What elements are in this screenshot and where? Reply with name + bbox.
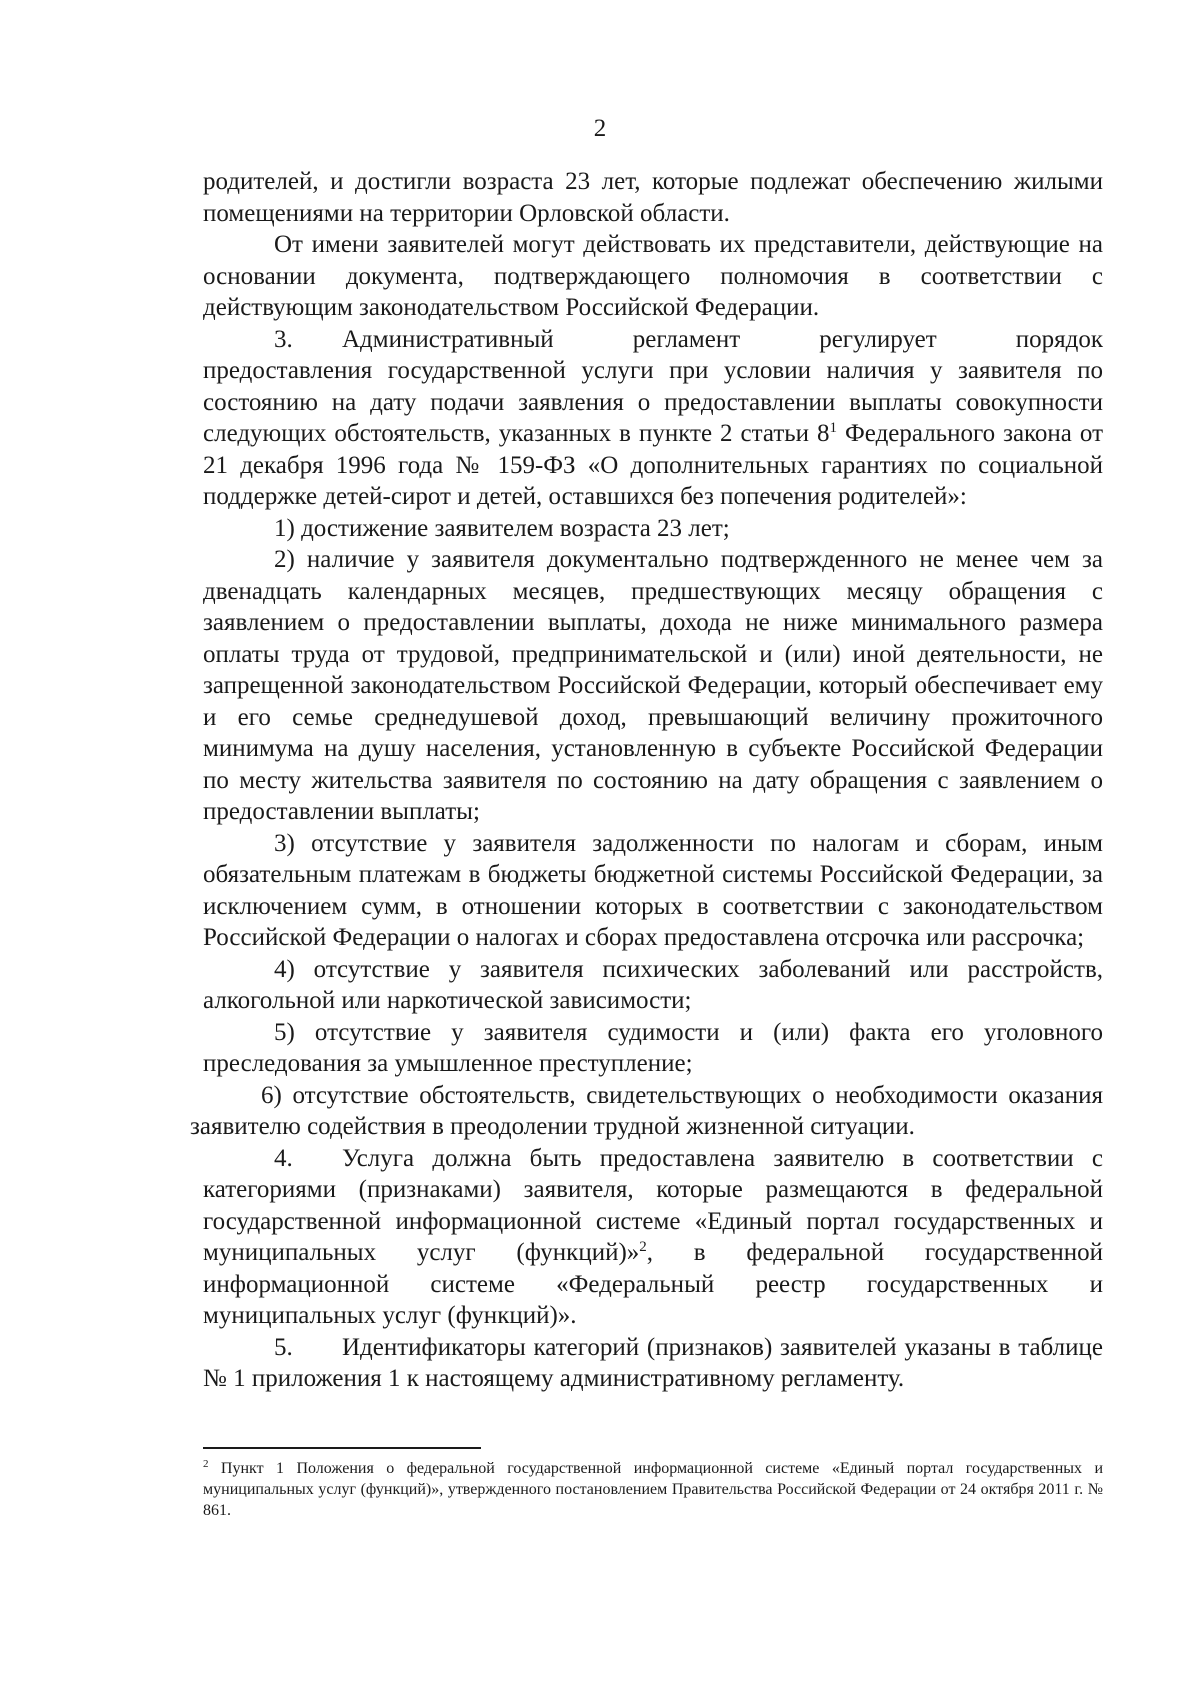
footnote-text: Пункт 1 Положения о федеральной государственной информационной системе «Единый портал государственных и муниципальных услуг (функций)», утвержденного постановлением Правительства Российской Федерации от 24 октября 2011 г. № 861.: [203, 1460, 1103, 1519]
footnote: [203, 1458, 1103, 1521]
page-number: 2: [593, 115, 607, 142]
footnote-divider: [203, 1447, 481, 1449]
paragraph-5-number: 5.: [274, 1333, 293, 1361]
paragraph-3-body: [203, 355, 1103, 513]
paragraph-3-first-line: [203, 324, 1103, 356]
paragraph-3-first-line-text: Административный регламент регулирует порядок: [342, 325, 1103, 353]
paragraph-4-number: 4.: [274, 1144, 293, 1172]
footnote-ref-2: 2: [639, 1239, 647, 1255]
paragraph-4: [203, 1143, 1103, 1332]
list-item-4: 4) отсутствие у заявителя психических заболеваний или расстройств, алкогольной или наркотической зависимости;: [203, 955, 1103, 1014]
paragraph-3-number: 3.: [274, 325, 293, 353]
paragraph-4-text: Услуга должна быть предоставлена заявителю в соответствии с категориями (признаками) заявителя, которые размещаются в федеральной государственной информационной системе «Единый портал государственных и муниципальных услуг (функций)»: [203, 1144, 1103, 1266]
document-body: [190, 166, 1103, 1395]
list-item-5: 5) отсутствие у заявителя судимости и (или) факта его уголовного преследования за умышленное преступление;: [203, 1018, 1103, 1077]
list-item-1: 1) достижение заявителем возраста 23 лет;: [274, 514, 730, 542]
paragraph-3-text-cont: Федерального закона от 21 декабря 1996 года № 159-ФЗ «О дополнительных гарантиях по социальной поддержке детей-сирот и детей, оставшихся без попечения родителей»:: [203, 420, 1103, 510]
list-item-3: 3) отсутствие у заявителя задолженности по налогам и сборам, иным обязательным платежам в бюджеты бюджетной системы Российской Федерации, за исключением сумм, в отношении которых в соответствии с законодательством Российской Федерации о налогах и сборах предоставлена отсрочка или рассрочка;: [203, 829, 1103, 951]
paragraph-representatives: От имени заявителей могут действовать их представители, действующие на основании документа, подтверждающего полномочия в соответствии с действующим законодательством Российской Федерации.: [203, 231, 1103, 321]
paragraph-3-text: предоставления государственной услуги при условии наличия у заявителя по состоянию на дату подачи заявления о предоставлении выплаты совокупности следующих обстоятельств, указанных в пункте 2 статьи 8: [203, 357, 1103, 447]
list-item-6: 6) отсутствие обстоятельств, свидетельствующих о необходимости оказания заявителю содействия в преодолении трудной жизненной ситуации.: [190, 1081, 1103, 1140]
paragraph-continuation: родителей, и достигли возраста 23 лет, которые подлежат обеспечению жилыми помещениями на территории Орловской области.: [203, 168, 1103, 227]
footnote-marker: 2: [203, 1458, 209, 1470]
paragraph-5-text: Идентификаторы категорий (признаков) заявителей указаны в таблице № 1 приложения 1 к настоящему административному регламенту.: [203, 1333, 1103, 1392]
paragraph-5: [203, 1332, 1103, 1395]
footnote-ref-1: 1: [829, 420, 838, 436]
list-item-2: 2) наличие у заявителя документально подтвержденного не менее чем за двенадцать календарных месяцев, предшествующих месяцу обращения с заявлением о предоставлении выплаты, дохода не ниже минимального размера оплаты труда от трудовой, предпринимательской и (или) иной деятельности, не запрещенной законодательством Российской Федерации, который обеспечивает ему и его семье среднедушевой доход, превышающий величину прожиточного минимума на душу населения, установленную в субъекте Российской Федерации по месту жительства заявителя по состоянию на дату обращения с заявлением о предоставлении выплаты;: [203, 546, 1103, 825]
paragraph-4-text-cont: , в федеральной государственной информационной системе «Федеральный реестр государственных и муниципальных услуг (функций)».: [203, 1239, 1103, 1329]
